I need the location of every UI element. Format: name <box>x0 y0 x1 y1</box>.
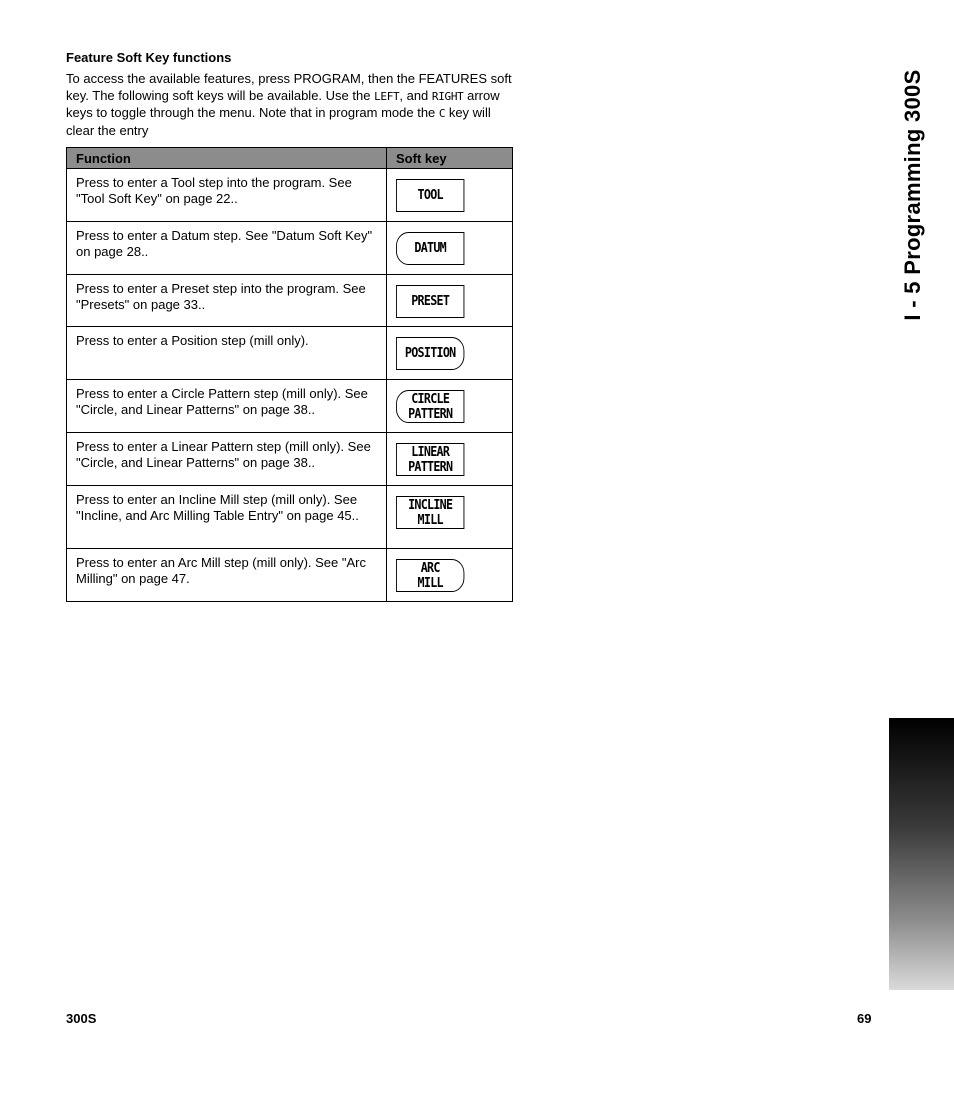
softkey-label: INCLINE <box>408 497 453 513</box>
row-description: Press to enter an Arc Mill step (mill only). See "Arc Milling" on page 47. <box>67 549 387 602</box>
row-description: Press to enter a Circle Pattern step (mill only). See "Circle, and Linear Patterns" on page 38.. <box>67 380 387 433</box>
softkey-cell <box>387 275 513 327</box>
table-row <box>67 486 513 549</box>
incline-mill-softkey[interactable] <box>396 496 464 529</box>
softkey-label: LINEAR <box>411 444 450 460</box>
softkey-label: MILL <box>417 575 443 591</box>
position-softkey[interactable] <box>396 337 464 370</box>
arc-mill-softkey[interactable] <box>396 559 464 592</box>
c-key-label: C <box>438 107 446 120</box>
softkey-label: PATTERN <box>408 459 453 475</box>
right-key-label: RIGHT <box>431 89 464 103</box>
softkey-label: PRESET <box>411 294 450 309</box>
tool-softkey[interactable] <box>396 179 464 212</box>
table-row <box>67 380 513 433</box>
row-description: Press to enter a Tool step into the program. See "Tool Soft Key" on page 22.. <box>67 169 387 222</box>
circle-pattern-softkey[interactable] <box>396 390 464 423</box>
intro-text: , and <box>399 87 432 103</box>
table-row <box>67 275 513 327</box>
softkey-label: CIRCLE <box>411 391 450 407</box>
intro-text: To access the available features, press PROGRAM, then the FEATURES soft key. The following soft keys will be available. Use the <box>66 71 512 103</box>
chapter-tab-gradient <box>889 718 954 990</box>
row-description: Press to enter a Datum step. See "Datum Soft Key" on page 28.. <box>67 222 387 275</box>
footer-product-name: 300S <box>66 1011 97 1026</box>
softkey-cell <box>387 433 513 486</box>
datum-softkey[interactable] <box>396 232 464 265</box>
page-number: 69 <box>857 1011 872 1026</box>
header-function: Function <box>67 148 387 169</box>
left-key-label: LEFT <box>374 89 400 103</box>
feature-softkey-table <box>66 147 513 602</box>
row-description: Press to enter a Linear Pattern step (mill only). See "Circle, and Linear Patterns" on page 38.. <box>67 433 387 486</box>
intro-paragraph <box>66 71 516 139</box>
table-row <box>67 327 513 380</box>
table-header-row <box>67 148 513 169</box>
softkey-cell <box>387 169 513 222</box>
softkey-cell <box>387 486 513 549</box>
preset-softkey[interactable] <box>396 285 464 318</box>
table-row <box>67 222 513 275</box>
row-description: Press to enter a Preset step into the program. See "Presets" on page 33.. <box>67 275 387 327</box>
softkey-cell <box>387 549 513 602</box>
softkey-cell <box>387 222 513 275</box>
header-softkey: Soft key <box>387 148 513 169</box>
softkey-label: ARC <box>420 560 440 576</box>
row-description: Press to enter an Incline Mill step (mill only). See "Incline, and Arc Milling Table Entry" on page 45.. <box>67 486 387 549</box>
section-heading: Feature Soft Key functions <box>66 50 232 65</box>
softkey-label: PATTERN <box>408 406 453 422</box>
chapter-side-title: I - 5 Programming 300S <box>900 69 925 321</box>
row-description: Press to enter a Position step (mill only). <box>67 327 387 380</box>
softkey-label: MILL <box>417 512 443 528</box>
softkey-cell <box>387 327 513 380</box>
linear-pattern-softkey[interactable] <box>396 443 464 476</box>
softkey-label: TOOL <box>417 188 443 203</box>
softkey-cell <box>387 380 513 433</box>
table-row <box>67 433 513 486</box>
table-row <box>67 549 513 602</box>
intro-text: key will clear the entry <box>66 105 491 138</box>
softkey-label: DATUM <box>414 241 447 256</box>
softkey-label: POSITION <box>404 346 456 361</box>
intro-text: arrow keys to toggle through the menu. Note that in program mode the <box>66 87 500 120</box>
table-row <box>67 169 513 222</box>
